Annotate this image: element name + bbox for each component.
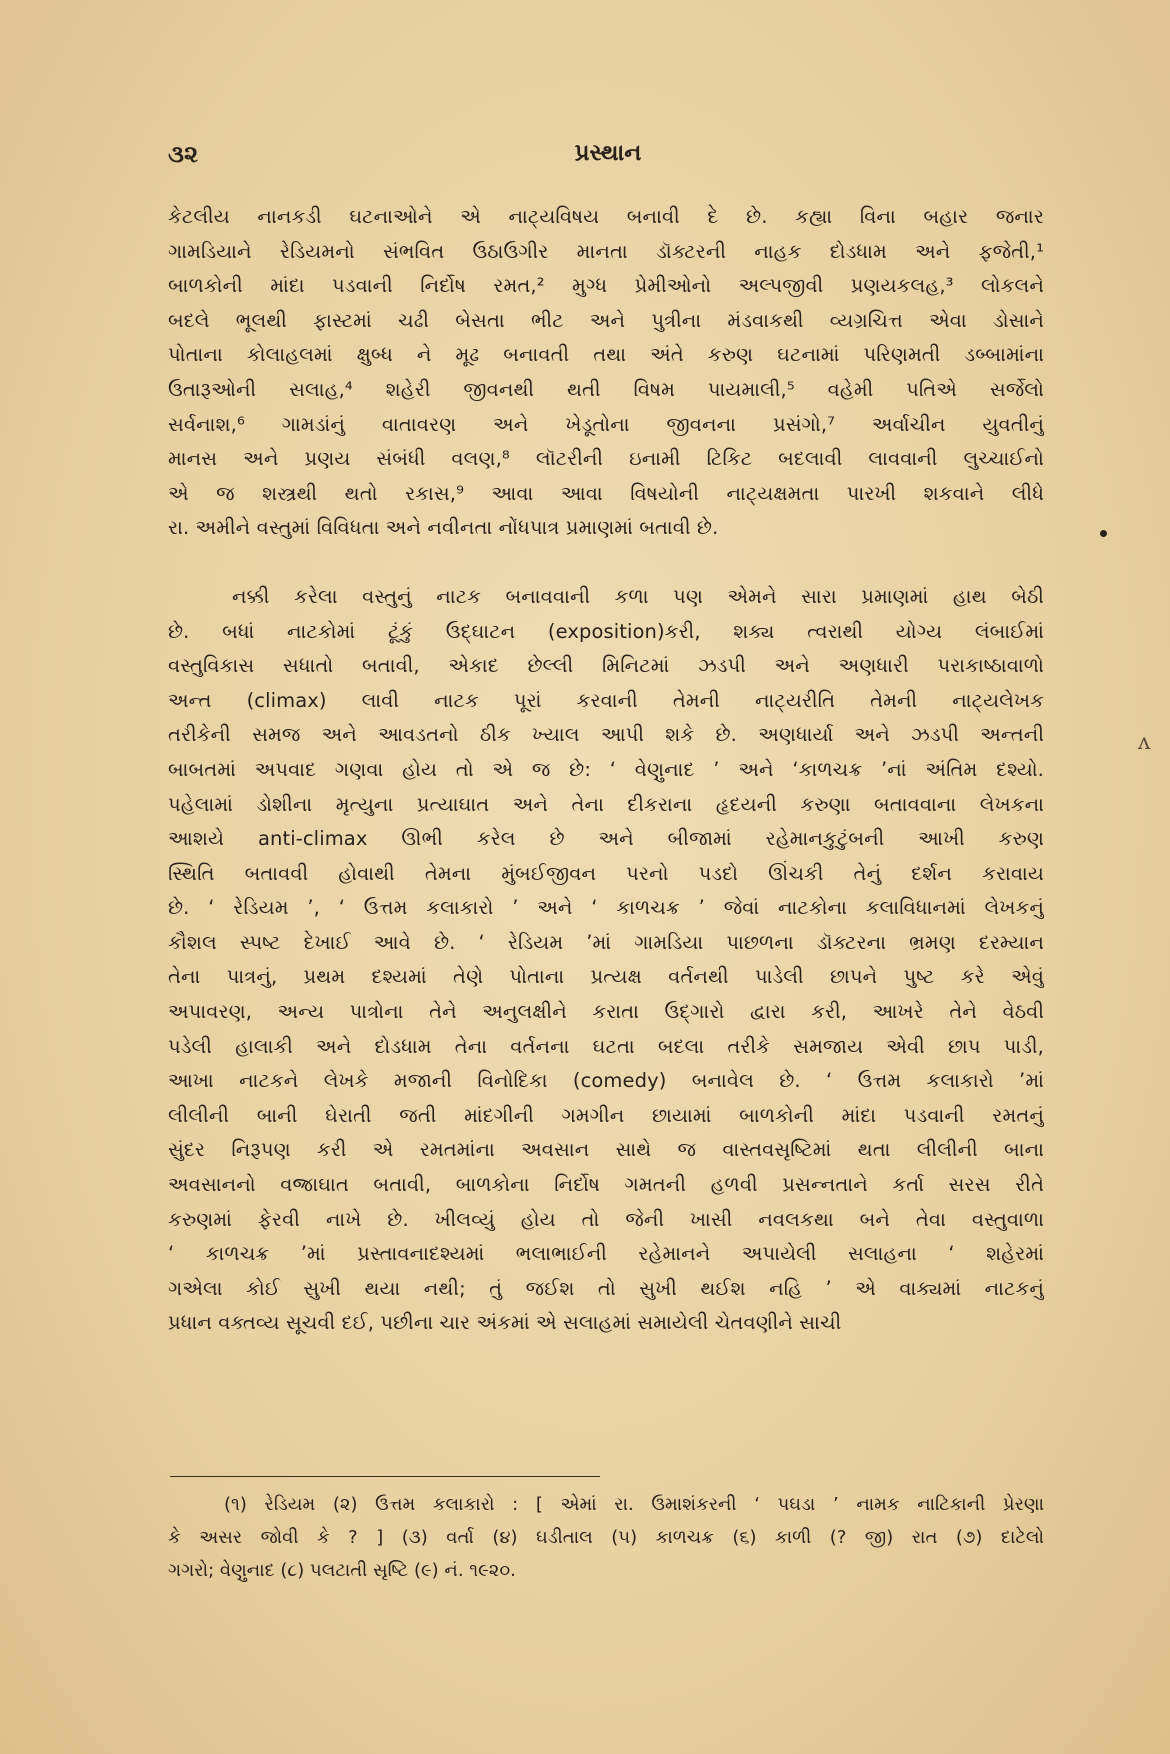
text-line: છે. ‘ રેડિયમ ’, ‘ ઉત્તમ કલાકારો ’ અને ‘ કાળચક્ર ’ જેવાં નાટકોના કલાવિધાનમાં લેખકનું xyxy=(168,896,1044,920)
text-line: કરુણમાં ફેરવી નાખે છે. ખીલવ્યું હોય તો જેની ખાસી નવલકથા બને તેવા વસ્તુવાળા xyxy=(168,1207,1044,1231)
text-line: બદલે ભૂલથી ફાસ્ટમાં ચઢી બેસતા ભીટ અને પુત્રીના મંડવાકથી વ્યગ્રચિત્ત એવા ડોસાને xyxy=(168,308,1044,332)
paragraph xyxy=(168,580,1044,1341)
text-line: લીલીની બાની ઘેરાતી જતી માંદગીની ગમગીન છાયામાં બાળકોની માંદા પડવાની રમતનું xyxy=(168,1103,1044,1127)
margin-mark: ʌ xyxy=(1138,730,1151,755)
text-line: પ્રધાન વક્તવ્ય સૂચવી દઈ, પછીના ચાર અંકમાં એ સલાહમાં સમાયેલી ચેતવણીને સાચી xyxy=(168,1311,842,1335)
text-line: ‘ કાળચક્ર ’માં પ્રસ્તાવનાદશ્યમાં ભલાભાઈની રહેમાનને અપાયેલી સલાહના ‘ શહેરમાં xyxy=(168,1242,1044,1266)
footnote-line: કે અસર જોવી કે ? ] (૩) વર્તા (૪) ઘડીતાલ (૫) કાળચક્ર (૬) કાળી (? જી) રાત (૭) દાટેલો xyxy=(168,1527,1044,1548)
footnote-line: (૧) રેડિયમ (૨) ઉત્તમ કલાકારો : [ એમાં રા. ઉમાશંકરની ‘ પઘડા ’ નામક નાટિકાની પ્રેરણા xyxy=(224,1494,1044,1515)
text-line: કેટલીય નાનકડી ઘટનાઓને એ નાટ્યવિષય બનાવી દે છે. કહ્યા વિના બહાર જનાર xyxy=(168,205,1044,228)
text-line: સુંદર નિરૂપણ કરી એ રમતમાંના અવસાન સાથે જ વાસ્તવસૃષ્ટિમાં થતા લીલીની બાના xyxy=(168,1138,1044,1162)
text-line: સ્થિતિ બતાવવી હોવાથી તેમના મુંબઈજીવન પરનો પડદો ઊંચકી તેનું દર્શન કરાવાય xyxy=(168,861,1044,885)
text-line: બાબતમાં અપવાદ ગણવા હોય તો એ જ છે: ‘ વેણુનાદ ’ અને ‘કાળચક્ર ’નાં અંતિમ દશ્યો. xyxy=(168,757,1044,781)
text-line: પોતાના કોલાહલમાં ક્ષુબ્ધ ને મૂઢ બનાવતી તથા અંતે કરુણ ઘટનામાં પરિણમતી ડબ્બામાંના xyxy=(168,343,1044,367)
running-title: પ્રસ્થાન xyxy=(574,140,642,166)
footnote-line: ગગરો; વેણુનાદ (૮) પલટાતી સૃષ્ટિ (૯) નં. ૧૯૨૦. xyxy=(168,1560,516,1581)
text-line: ગએલા કોઈ સુખી થયા નથી; તું જઈશ તો સુખી થઈશ નહિ ’ એ વાક્યમાં નાટકનું xyxy=(168,1276,1044,1300)
text-line: આશયે anti-climax ઊભી કરેલ છે અને બીજામાં રહેમાનકુટુંબની આખી કરુણ xyxy=(168,827,1044,851)
text-line: અન્ત (climax) લાવી નાટક પૂરાં કરવાની તેમની નાટ્યરીતિ તેમની નાટ્યલેખક xyxy=(168,688,1044,712)
text-line: ગામડિયાને રેડિયમનો સંભવિત ઉઠાઉગીર માનતા ડૉક્ટરની નાહક દોડધામ અને ફજેતી,¹ xyxy=(168,239,1044,263)
text-line: ઉતારૂઓની સલાહ,⁴ શહેરી જીવનથી થતી વિષમ પાયમાલી,⁵ વહેમી પતિએ સર્જેલો xyxy=(168,377,1044,401)
page-header xyxy=(168,140,1048,174)
text-line: આખા નાટકને લેખકે મજાની વિનોદિકા (comedy) બનાવેલ છે. ‘ ઉત્તમ કલાકારો ’માં xyxy=(168,1069,1044,1093)
margin-dot xyxy=(1100,530,1107,537)
text-line: અવસાનનો વજ્રાઘાત બતાવી, બાળકોના નિર્દોષ ગમતની હળવી પ્રસન્નતાને કર્તા સરસ રીતે xyxy=(168,1173,1044,1197)
text-line: એ જ શસ્ત્રથી થતો રકાસ,⁹ આવા આવા વિષયોની નાટ્યક્ષમતા પારખી શકવાને લીધે xyxy=(168,481,1044,505)
text-line: છે. બધાં નાટકોમાં ટૂંકું ઉદ્ઘાટન (exposition)કરી, શક્ય ત્વરાથી યોગ્ય લંબાઈમાં xyxy=(168,619,1044,643)
text-line: માનસ અને પ્રણય સંબંધી વલણ,⁸ લૉટરીની ઇનામી ટિકિટ બદલાવી લાવવાની લુચ્ચાઈનો xyxy=(168,447,1044,471)
footnote-rule xyxy=(170,1476,600,1477)
text-line: વસ્તુવિકાસ સધાતો બતાવી, એકાદ છેલ્લી મિનિટમાં ઝડપી અને અણધારી પરાકાષ્ઠાવાળો xyxy=(168,654,1044,678)
text-line: તેના પાત્રનું, પ્રથમ દશ્યમાં તેણે પોતાના પ્રત્યક્ષ વર્તનથી પાડેલી છાપને પુષ્ટ કરે એવું xyxy=(168,965,1044,989)
text-line: બાળકોની માંદા પડવાની નિર્દોષ રમત,² મુગ્ધ પ્રેમીઓનો અલ્પજીવી પ્રણયકલહ,³ લોકલને xyxy=(168,274,1044,298)
text-line: રા. અમીને વસ્તુમાં વિવિધતા અને નવીનતા નોંધપાત્ર પ્રમાણમાં બતાવી છે. xyxy=(168,516,719,540)
page-number: ૩૨ xyxy=(168,140,199,168)
text-line: અપાવરણ, અન્ય પાત્રોના તેને અનુલક્ષીને કરાતા ઉદ્ગારો દ્વારા કરી, આખરે તેને વેઠવી xyxy=(168,1000,1044,1024)
text-line: પડેલી હાલાકી અને દોડધામ તેના વર્તનના ઘટતા બદલા તરીકે સમજાય એવી છાપ પાડી, xyxy=(168,1034,1044,1058)
text-line: કૌશલ સ્પષ્ટ દેખાઈ આવે છે. ‘ રેડિયમ ’માં ગામડિયા પાછળના ડૉક્ટરના ભ્રમણ દરમ્યાન xyxy=(168,930,1044,954)
text-line: પહેલામાં ડોશીના મૃત્યુના પ્રત્યાઘાત અને તેના દીકરાના હૃદયની કરુણા બતાવવાના લેખકના xyxy=(168,792,1044,816)
text-line: નક્કી કરેલા વસ્તુનું નાટક બનાવવાની કળા પણ એમને સારા પ્રમાણમાં હાથ બેઠી xyxy=(232,584,1044,608)
text-line: સર્વનાશ,⁶ ગામડાંનું વાતાવરણ અને ખેડૂતોના જીવનના પ્રસંગો,⁷ અર્વાચીન યુવતીનું xyxy=(168,412,1044,436)
paragraph xyxy=(168,200,1044,546)
text-line: તરીકેની સમજ અને આવડતનો ઠીક ખ્યાલ આપી શકે છે. અણધાર્યા અને ઝડપી અન્તની xyxy=(168,723,1044,747)
body-text xyxy=(168,200,1044,1341)
footnotes xyxy=(168,1488,1044,1587)
paragraph-gap xyxy=(168,546,1044,580)
